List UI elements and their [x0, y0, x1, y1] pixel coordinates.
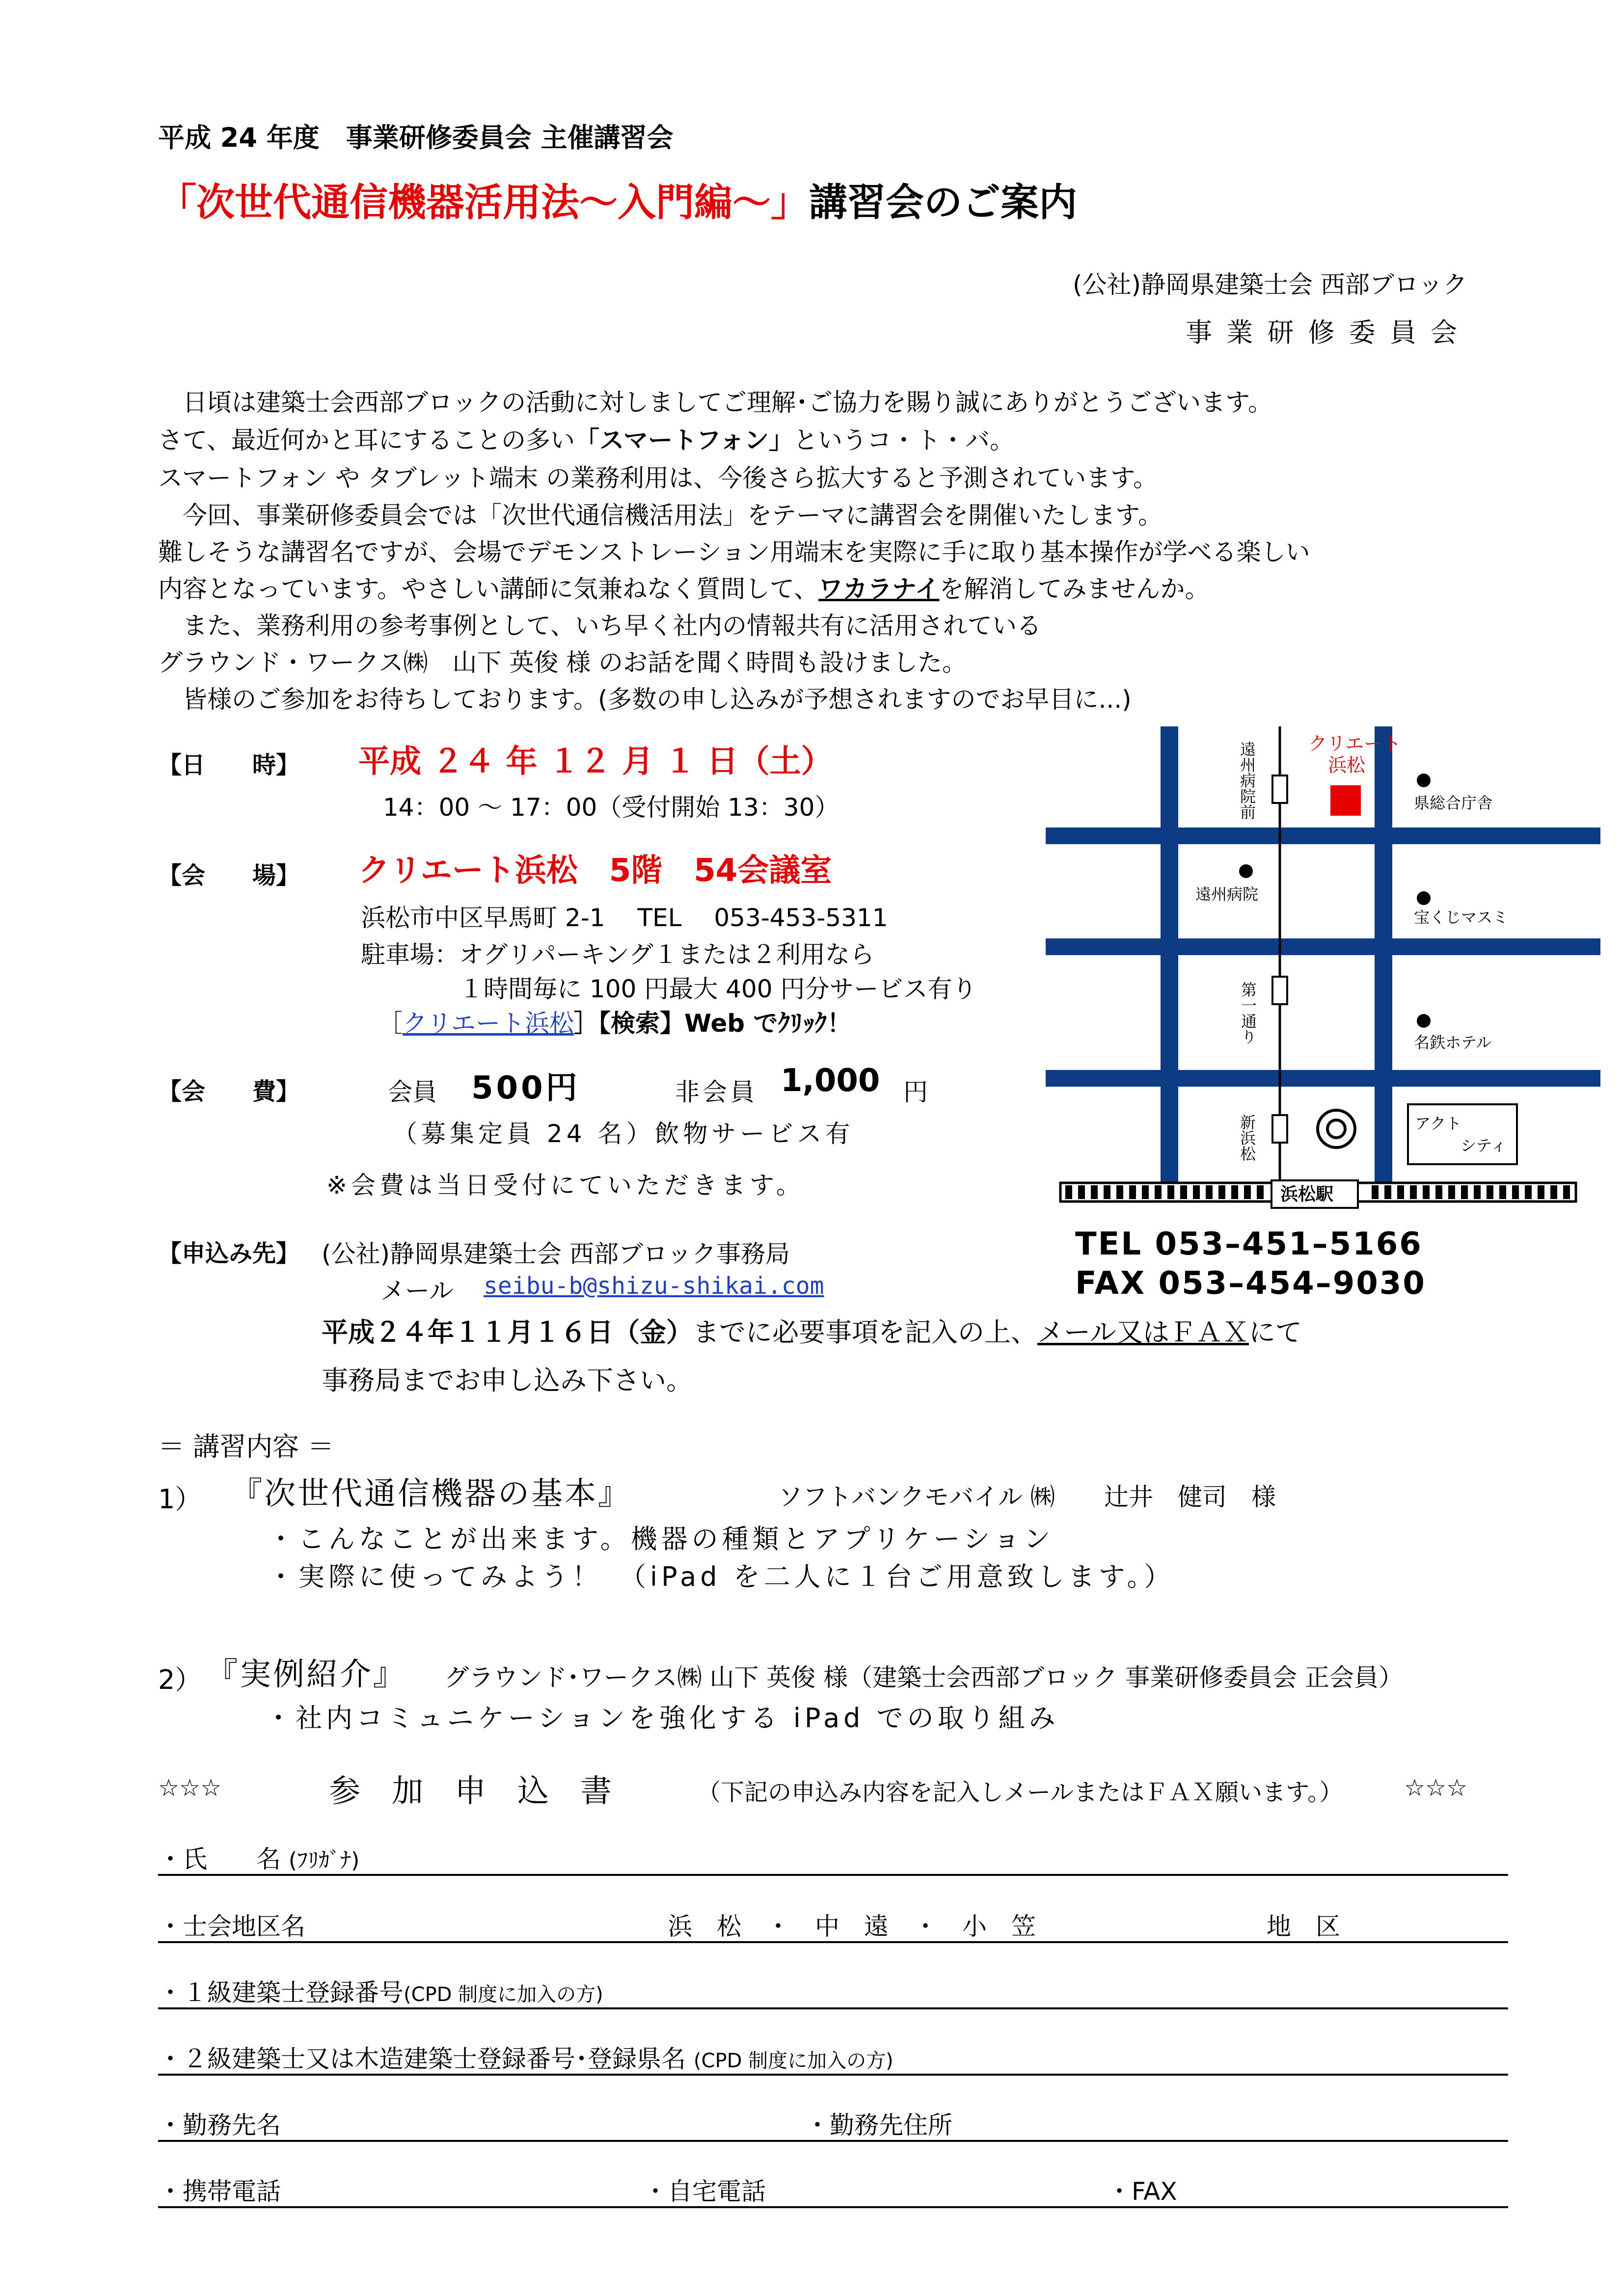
map-rail-tie [1423, 1185, 1430, 1199]
map-rail-tie [1448, 1185, 1455, 1199]
map-label-act: アクト [1415, 1115, 1462, 1132]
field-mobile: ・携帯電話 [158, 2177, 281, 2206]
field-name: ・氏 名 (ﾌﾘｶﾞﾅ) [158, 1845, 360, 1873]
map-signal-box [1272, 775, 1287, 803]
email-link[interactable]: seibu-b@shizu-shikai.com [484, 1272, 824, 1300]
map-rail-tie [1410, 1185, 1417, 1199]
field-home-phone: ・自宅電話 [643, 2177, 766, 2206]
item1-number: 1） [158, 1484, 202, 1515]
map-act-city-box [1408, 1104, 1517, 1164]
deadline-line-2: 事務局までお申し込み下さい。 [322, 1365, 693, 1396]
item2-title: 『実例紹介』 [206, 1656, 406, 1693]
item1-speaker: ソフトバンクモバイル ㈱ 辻井 健司 様 [778, 1483, 1276, 1511]
map-rail-tie [1142, 1185, 1149, 1199]
item2-bullet: ・社内コミュニケーションを強化する iPad での取り組み [265, 1703, 1059, 1734]
mail-label: メール [380, 1277, 454, 1305]
nonmember-fee-unit: 円 [903, 1078, 928, 1106]
form-stars-right: ☆☆☆ [1404, 1774, 1468, 1802]
datetime-label: 【日 時】 [158, 751, 300, 779]
map-road [1375, 726, 1392, 1193]
map-rail-tie [1550, 1185, 1557, 1199]
map-dot [1417, 774, 1431, 787]
map-rail-tie [1257, 1185, 1264, 1199]
map-road [1046, 938, 1600, 955]
field-2kyu-line[interactable] [158, 2074, 1508, 2076]
field-1kyu: ・１級建築士登録番号(CPD 制度に加入の方) [158, 1978, 603, 2007]
map-label-city: シティ [1461, 1137, 1507, 1154]
venue-web-search: ［クリエート浜松］【検索】Web でｸﾘｯｸ！ [378, 1009, 852, 1038]
nonmember-fee: 1,000 [781, 1063, 880, 1099]
intro-line: 内容となっています。やさしい講師に気兼ねなく質問して、ワカラナイを解消してみませんか。 [158, 575, 1210, 603]
map-rail-tie [1461, 1185, 1468, 1199]
intro-line: スマートフォン や タブレット端末 の業務利用は、今後さら拡大すると予測されています。 [158, 464, 1158, 492]
map-road [1046, 828, 1600, 844]
field-district: ・士会地区名 [158, 1912, 305, 1941]
field-district-line[interactable] [158, 1941, 1508, 1943]
event-time: 14：00 ～ 17：00（受付開始 13：30） [383, 793, 839, 822]
map-rail-tie [1104, 1185, 1110, 1199]
map-rail-tie [1078, 1185, 1085, 1199]
map-rail-tie [1525, 1185, 1532, 1199]
venue-address: 浜松市中区早馬町 2-1 TEL 053-453-5311 [361, 904, 888, 932]
field-fax: ・FAX [1107, 2177, 1177, 2206]
map-rail-tie [1538, 1185, 1544, 1199]
parking-service: １時間毎に 100 円最大 400 円分サービス有り [459, 975, 977, 1003]
map-rail-tie [1155, 1185, 1162, 1199]
map-dot [1417, 1014, 1431, 1028]
deadline-line: 平成２４年１１月１６日（金）までに必要事項を記入の上、メール又はＦＡＸにて [322, 1317, 1302, 1348]
apply-office: (公社)静岡県建築士会 西部ブロック事務局 [322, 1240, 790, 1268]
map-rail-tie [1474, 1185, 1481, 1199]
map-rail-tie [1397, 1185, 1404, 1199]
map-road [1161, 726, 1178, 1193]
form-note: （下記の申込み内容を記入しメールまたはＦＡＸ願います。） [697, 1779, 1343, 1806]
intro-line: グラウンド・ワークス㈱ 山下 英俊 様 のお話を聞く時間も設けました。 [158, 648, 967, 677]
tel-number: TEL 053–451–5166 [1075, 1226, 1423, 1262]
apply-label: 【申込み先】 [158, 1240, 300, 1267]
map-signal-box [1272, 977, 1287, 1004]
page-title [158, 172, 1077, 227]
map-label-hospital: 遠州病院 [1195, 885, 1259, 903]
field-company: ・勤務先名 [158, 2111, 281, 2139]
member-label: 会員 [388, 1078, 437, 1106]
venue-link[interactable]: クリエート浜松 [403, 1009, 574, 1038]
intro-line: 難しそうな講習名ですが、会場でデモンストレーション用端末を実際に手に取り基本操作が学べる楽しい [158, 538, 1310, 566]
form-stars-left: ☆☆☆ [158, 1774, 222, 1802]
map-label-takarakuji: 宝くじマスミ [1414, 908, 1509, 926]
fee-note: ※会費は当日受付にていただきます。 [326, 1171, 805, 1200]
field-2kyu: ・２級建築士又は木造建築士登録番号･登録県名 (CPD 制度に加入の方) [158, 2045, 893, 2073]
intro-line: さて、最近何かと耳にすることの多い「スマートフォン」というコ・ト・バ。 [158, 426, 1014, 454]
committee-name: 事 業 研 修 委 員 会 [1186, 317, 1460, 348]
intro-line: 今回、事業研修委員会では「次世代通信機活用法」をテーマに講習会を開催いたします。 [158, 501, 1163, 530]
fax-number: FAX 053–454–9030 [1075, 1265, 1426, 1302]
item1-title: 『次世代通信機器の基本』 [231, 1476, 631, 1512]
field-1kyu-line[interactable] [158, 2007, 1508, 2009]
map-rail-tie [1563, 1185, 1570, 1199]
map-label-road1: 遠州病院前 [1238, 741, 1256, 820]
map-rail-tie [1129, 1185, 1136, 1199]
map-label-road2: 第一通り [1239, 982, 1257, 1044]
map-rail-tie [1065, 1185, 1072, 1199]
title-black: 講習会のご案内 [809, 181, 1078, 225]
map-dot [1239, 864, 1253, 878]
district-options[interactable]: 浜 松 ・ 中 遠 ・ 小 笠 [668, 1912, 1036, 1941]
map-venue-label: 浜松 [1328, 755, 1366, 776]
map-signal-box [1272, 1115, 1287, 1143]
nonmember-label: 非会員 [675, 1078, 757, 1106]
map-rail-tie [1384, 1185, 1391, 1199]
organizer-name: (公社)静岡県建築士会 西部ブロック [1073, 270, 1467, 299]
venue-label: 【会 場】 [158, 862, 300, 889]
field-phone-line[interactable] [158, 2206, 1508, 2208]
member-fee: 500円 [471, 1070, 580, 1106]
map-rail-tie [1116, 1185, 1123, 1199]
field-company-address: ・勤務先住所 [805, 2111, 952, 2139]
map-label-shinhamamatsu: 新浜松 [1238, 1114, 1256, 1161]
map-rail-tie [1167, 1185, 1174, 1199]
map-dot [1417, 891, 1431, 905]
map-rail-tie [1244, 1185, 1251, 1199]
event-date: 平成 ２４ 年 １２ 月 １ 日（土） [358, 744, 833, 780]
item1-bullet: ・こんなことが出来ます。機器の種類とアプリケーション [268, 1523, 1055, 1554]
item1-bullet: ・実際に使ってみよう！ （iPad を二人に１台ご用意致します。） [268, 1561, 1175, 1592]
map-rail-tie [1372, 1185, 1379, 1199]
map-venue-label: クリエート [1308, 734, 1402, 754]
venue-map [1046, 717, 1600, 1237]
map-station-symbol [1327, 1120, 1345, 1138]
map-station-symbol [1318, 1110, 1355, 1148]
content-heading: ＝ 講習内容 ＝ [158, 1431, 334, 1462]
map-venue-marker [1330, 785, 1361, 816]
map-road [1046, 1070, 1600, 1087]
intro-line: 皆様のご参加をお待ちしております。(多数の申し込みが予想されますのでお早目に...) [158, 685, 1132, 714]
fee-label: 【会 費】 [158, 1078, 300, 1105]
map-rail-tie [1193, 1185, 1200, 1199]
map-rail-tie [1487, 1185, 1493, 1199]
item2-speaker: グラウンド･ワークス㈱ 山下 英俊 様（建築士会西部ブロック 事業研修委員会 正会員） [444, 1663, 1403, 1692]
map-rail-tie [1231, 1185, 1238, 1199]
map-label-station: 浜松駅 [1280, 1184, 1334, 1204]
item2-number: 2） [158, 1664, 202, 1695]
map-rail-tie [1180, 1185, 1187, 1199]
map-rail-tie [1218, 1185, 1225, 1199]
title-red: 「次世代通信機器活用法～入門編～」 [158, 181, 810, 225]
intro-line: 日頃は建築士会西部ブロックの活動に対しましてご理解･ご協力を賜り誠にありがとうございます。 [158, 388, 1272, 417]
venue-name: クリエート浜松 5階 54会議室 [358, 853, 832, 889]
map-rail-tie [1206, 1185, 1213, 1199]
field-name-line[interactable] [158, 1874, 1508, 1876]
intro-line: また、業務利用の参考事例として、いち早く社内の情報共有に活用されている [158, 612, 1041, 640]
district-suffix: 地 区 [1267, 1912, 1340, 1941]
map-rail-tie [1499, 1185, 1506, 1199]
map-rail-tie [1512, 1185, 1519, 1199]
field-company-line[interactable] [158, 2140, 1508, 2142]
map-label-pref-office: 県総合庁舎 [1414, 794, 1493, 812]
capacity-info: （募集定員 24 名）飲物サービス有 [393, 1120, 854, 1148]
map-rail-tie [1435, 1185, 1442, 1199]
parking-info: 駐車場：オグリパーキング１または２利用なら [361, 940, 874, 969]
event-subtitle: 平成 24 年度 事業研修委員会 主催講習会 [158, 122, 674, 153]
map-rail-tie [1091, 1185, 1098, 1199]
form-title: 参 加 申 込 書 [329, 1773, 612, 1810]
map-label-meitetsu: 名鉄ホテル [1414, 1034, 1492, 1051]
